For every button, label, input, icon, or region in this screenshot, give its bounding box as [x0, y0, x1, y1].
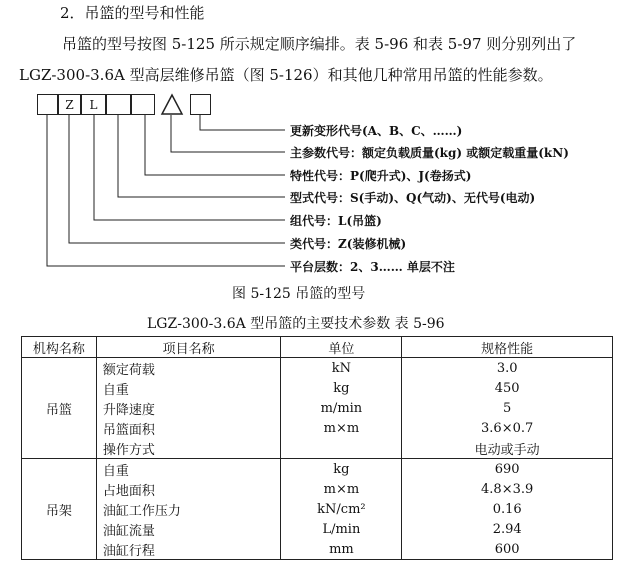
- value-cell: 450: [402, 378, 613, 398]
- value-cell: 690: [402, 459, 613, 480]
- group-name-frame: 吊架: [22, 459, 97, 560]
- value-cell: 0.16: [402, 499, 613, 519]
- connector-line: [94, 115, 285, 220]
- label-class-code: 类代号：Z(装修机械): [290, 237, 407, 251]
- paragraph-line-2: LGZ-300-3.6A 型高层维修吊篮（图 5-126）和其他几种常用吊篮的性能参数。: [19, 66, 553, 84]
- unit-cell: kN: [281, 358, 402, 379]
- connector-line: [171, 115, 285, 152]
- value-cell: 电动或手动: [402, 438, 613, 459]
- table-row: [22, 358, 613, 379]
- item-cell: 自重: [96, 459, 281, 480]
- table-row: [22, 418, 613, 438]
- unit-cell: [281, 438, 402, 459]
- header-unit: 单位: [281, 337, 402, 358]
- label-main-parameter: 主参数代号：额定负载质量(kg) 或额定载重量(kN): [290, 146, 569, 160]
- table-row: [22, 499, 613, 519]
- value-cell: 600: [402, 539, 613, 560]
- label-type-code: 型式代号：S(手动)、Q(气动)、无代号(电动): [290, 191, 536, 205]
- unit-cell: m×m: [281, 418, 402, 438]
- value-cell: 3.0: [402, 358, 613, 379]
- table-row: [22, 438, 613, 459]
- code-box-class: Z: [58, 94, 81, 115]
- unit-cell: m/min: [281, 398, 402, 418]
- table-row: [22, 459, 613, 480]
- unit-cell: kg: [281, 459, 402, 480]
- table-row: [22, 479, 613, 499]
- table-row: [22, 378, 613, 398]
- item-cell: 吊篮面积: [96, 418, 281, 438]
- connector-line: [69, 115, 285, 243]
- item-cell: 占地面积: [96, 479, 281, 499]
- code-box-type: [106, 94, 131, 115]
- header-item: 项目名称: [96, 337, 281, 358]
- table-header-row: [22, 337, 613, 358]
- item-cell: 升降速度: [96, 398, 281, 418]
- figure-caption: 图 5-125 吊篮的型号: [232, 286, 366, 302]
- unit-cell: m×m: [281, 479, 402, 499]
- code-box-group: L: [81, 94, 106, 115]
- label-platform-layers: 平台层数：2、3…… 单层不注: [290, 260, 455, 274]
- connector-line: [145, 115, 285, 175]
- item-cell: 油缸流量: [96, 519, 281, 539]
- unit-cell: kN/cm²: [281, 499, 402, 519]
- item-cell: 油缸行程: [96, 539, 281, 560]
- paragraph-line-1: 吊篮的型号按图 5-125 所示规定顺序编排。表 5-96 和表 5-97 则分别列出了: [62, 35, 577, 53]
- table-row: [22, 398, 613, 418]
- connector-line: [200, 115, 285, 130]
- header-mechanism: 机构名称: [22, 337, 97, 358]
- table-row: [22, 519, 613, 539]
- item-cell: 油缸工作压力: [96, 499, 281, 519]
- spec-table: [21, 336, 613, 560]
- label-group-code: 组代号：L(吊篮): [290, 214, 382, 228]
- table-title: LGZ-300-3.6A 型吊篮的主要技术参数 表 5-96: [147, 316, 445, 332]
- section-heading: 2．吊篮的型号和性能: [60, 4, 205, 22]
- item-cell: 额定荷载: [96, 358, 281, 379]
- item-cell: 操作方式: [96, 438, 281, 459]
- table-row: [22, 539, 613, 560]
- unit-cell: L/min: [281, 519, 402, 539]
- code-box-layers: [37, 94, 58, 115]
- label-feature-code: 特性代号：P(爬升式)、J(卷扬式): [290, 169, 472, 183]
- value-cell: 5: [402, 398, 613, 418]
- label-variant-code: 更新变形代号(A、B、C、……): [290, 124, 463, 138]
- unit-cell: kg: [281, 378, 402, 398]
- code-box-feature: [131, 94, 155, 115]
- unit-cell: mm: [281, 539, 402, 560]
- value-cell: 2.94: [402, 519, 613, 539]
- value-cell: 3.6×0.7: [402, 418, 613, 438]
- header-spec: 规格性能: [402, 337, 613, 358]
- connector-line: [118, 115, 285, 197]
- value-cell: 4.8×3.9: [402, 479, 613, 499]
- triangle-symbol-icon: [162, 95, 182, 114]
- code-box-variant: [190, 94, 211, 115]
- group-name-basket: 吊篮: [22, 358, 97, 459]
- item-cell: 自重: [96, 378, 281, 398]
